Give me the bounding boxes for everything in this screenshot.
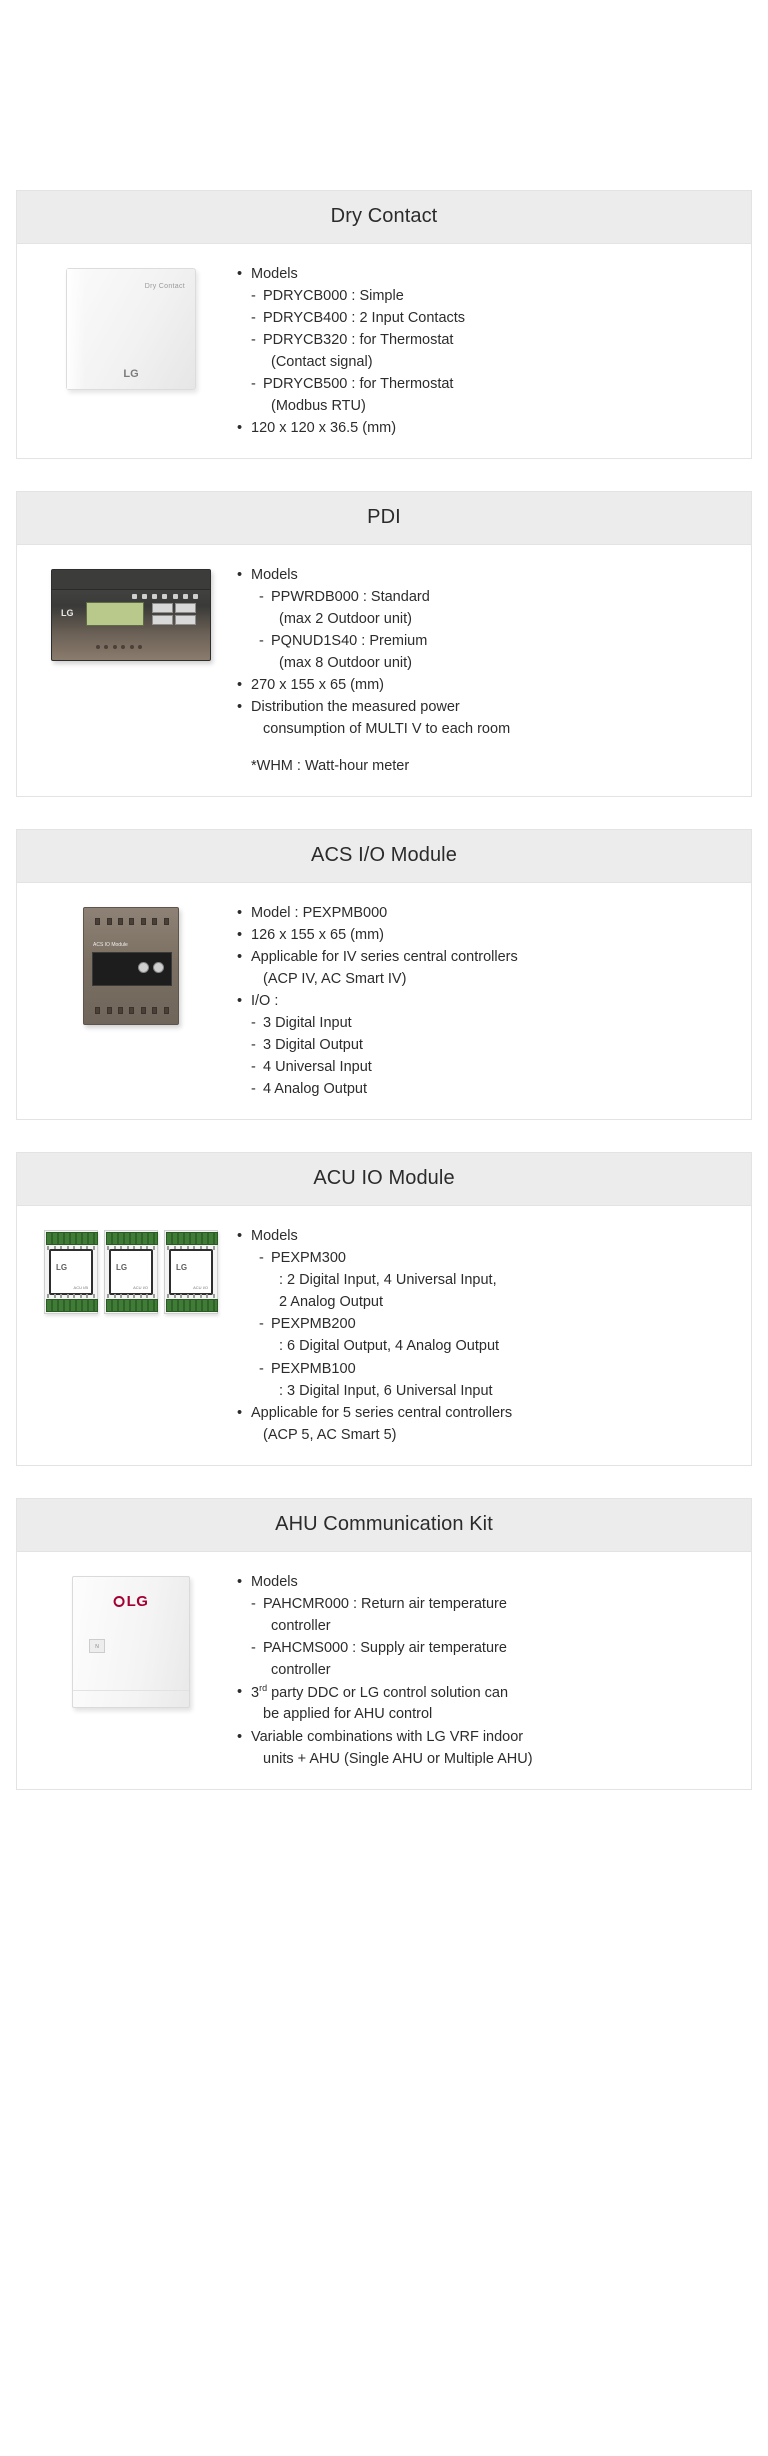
acu-module-2 — [104, 1230, 158, 1314]
spec-item: be applied for AHU control — [263, 1706, 433, 1723]
pdi-keypad — [152, 603, 196, 625]
section-pdi — [16, 491, 752, 797]
dry-contact-spec-list — [237, 264, 737, 439]
spec-item: • Model : PEXPMB000 — [237, 903, 737, 924]
spec-item: • Models — [237, 565, 737, 586]
lg-logo-text: LG — [126, 1592, 149, 1610]
spec-item: - 4 Analog Output — [237, 1079, 737, 1100]
ahu-text-column — [231, 1570, 737, 1771]
spec-item: • I/O : — [237, 991, 737, 1012]
spec-item: - PPWRDB000 : Standard — [237, 587, 737, 608]
acu-spec-list — [237, 1226, 737, 1445]
acu-model-tag: ACU I/O — [193, 1285, 208, 1291]
spec-item: - PAHCMR000 : Return air temperature — [237, 1594, 737, 1615]
spec-item: • Applicable for 5 series central controllers — [237, 1403, 737, 1424]
acu-pins-bottom — [107, 1294, 155, 1298]
section-ahu-communication-kit — [16, 1498, 752, 1790]
lg-logo-icon: LG — [123, 368, 139, 380]
spec-item: • 270 x 155 x 65 (mm) — [237, 675, 737, 696]
acu-terminal-block-bottom — [166, 1299, 218, 1312]
spec-item: consumption of MULTI V to each room — [263, 721, 511, 738]
spec-item-ddc: • 3rd party DDC or LG control solution can — [237, 1682, 737, 1704]
spec-item: (ACP 5, AC Smart 5) — [263, 1426, 397, 1443]
spec-item: - PDRYCB500 : for Thermostat — [237, 374, 737, 395]
section-title-ahu-communication-kit: AHU Communication Kit — [17, 1499, 751, 1552]
acu-model-tag: ACU I/B — [73, 1285, 88, 1291]
acu-terminal-block-top — [166, 1232, 218, 1245]
spec-item: - 3 Digital Output — [237, 1035, 737, 1056]
section-acs-io-module — [16, 829, 752, 1120]
spec-item: • Variable combinations with LG VRF indoor — [237, 1727, 737, 1748]
spec-item: - PDRYCB000 : Simple — [237, 286, 737, 307]
spec-item: : 3 Digital Input, 6 Universal Input — [279, 1382, 493, 1399]
spec-item: • Models — [237, 264, 737, 285]
acu-face-1 — [49, 1249, 93, 1295]
acs-io-module-product-image — [83, 907, 179, 1025]
spec-item: - PEXPM300 — [237, 1248, 737, 1269]
lg-logo-icon: LG — [56, 1263, 68, 1273]
section-acu-io-module — [16, 1152, 752, 1465]
lg-logo-icon — [114, 1593, 149, 1610]
spec-item: controller — [271, 1661, 331, 1678]
section-title-acs-io-module: ACS I/O Module — [17, 830, 751, 883]
acu-module-1 — [44, 1230, 98, 1314]
dry-contact-bevel — [67, 269, 85, 389]
spec-item: controller — [271, 1617, 331, 1634]
pdi-text-column — [231, 563, 737, 778]
spec-item: - PAHCMS000 : Supply air temperature — [237, 1638, 737, 1659]
pdi-image-column — [31, 563, 231, 661]
acu-terminal-block-bottom — [106, 1299, 158, 1312]
pdi-lcd-screen — [86, 602, 144, 626]
spec-item: 2 Analog Output — [279, 1294, 383, 1311]
section-title-acu-io-module: ACU IO Module — [17, 1153, 751, 1206]
ahu-image-column — [31, 1570, 231, 1708]
section-title-dry-contact: Dry Contact — [17, 191, 751, 244]
acs-top-terminals — [92, 918, 172, 925]
acu-image-column — [31, 1224, 231, 1314]
acu-face-3 — [169, 1249, 213, 1295]
acs-spec-list — [237, 903, 737, 1100]
section-body-dry-contact — [17, 244, 751, 458]
spec-item: • Models — [237, 1572, 737, 1593]
ahu-communication-kit-product-image — [72, 1576, 190, 1708]
section-body-ahu-communication-kit — [17, 1552, 751, 1789]
section-dry-contact — [16, 190, 752, 459]
dry-contact-caption: Dry Contact — [144, 283, 185, 290]
acs-front-panel — [92, 952, 172, 986]
section-body-pdi — [17, 545, 751, 796]
acu-pins-bottom — [167, 1294, 215, 1298]
pdi-spec-list — [237, 565, 737, 777]
acs-bottom-terminals — [92, 1007, 172, 1014]
spec-item: - 3 Digital Input — [237, 1013, 737, 1034]
acs-image-column — [31, 901, 231, 1025]
spec-item: • Distribution the measured power — [237, 697, 737, 718]
acu-pins-bottom — [47, 1294, 95, 1298]
spec-item: units + AHU (Single AHU or Multiple AHU) — [263, 1750, 533, 1767]
ahu-panel-seam — [73, 1690, 189, 1691]
lg-logo-icon: LG — [116, 1263, 128, 1273]
ahu-spec-list — [237, 1572, 737, 1770]
pdi-product-image — [51, 569, 211, 661]
spec-footnote: *WHM : Watt-hour meter — [251, 758, 410, 775]
acu-terminal-block-bottom — [46, 1299, 98, 1312]
spec-item: (Contact signal) — [271, 354, 373, 371]
acu-text-column — [231, 1224, 737, 1446]
section-title-pdi: PDI — [17, 492, 751, 545]
acs-text-column — [231, 901, 737, 1101]
acu-model-tag: ACU I/O — [133, 1285, 148, 1291]
spec-item: - 4 Universal Input — [237, 1057, 737, 1078]
spec-spacer — [237, 741, 737, 755]
lg-logo-icon: LG — [176, 1263, 188, 1273]
section-body-acs-io-module — [17, 883, 751, 1119]
spec-item: • 120 x 120 x 36.5 (mm) — [237, 418, 737, 439]
spec-item: - PEXPMB200 — [237, 1314, 737, 1335]
spec-item: - PDRYCB400 : 2 Input Contacts — [237, 308, 737, 329]
spec-item: - PQNUD1S40 : Premium — [237, 631, 737, 652]
spec-item: (ACP IV, AC Smart IV) — [263, 971, 407, 988]
pdi-led-row — [132, 594, 198, 600]
acu-terminal-block-top — [106, 1232, 158, 1245]
spec-item: • 126 x 155 x 65 (mm) — [237, 925, 737, 946]
spec-item: (max 8 Outdoor unit) — [279, 655, 412, 672]
spec-item: : 2 Digital Input, 4 Universal Input, — [279, 1272, 497, 1289]
section-body-acu-io-module — [17, 1206, 751, 1464]
lg-logo-icon: LG — [61, 608, 74, 619]
dry-contact-product-image — [66, 268, 196, 390]
spec-item: (max 2 Outdoor unit) — [279, 611, 412, 628]
acu-module-3 — [164, 1230, 218, 1314]
pdi-vent-holes — [96, 645, 142, 650]
spec-item: - PDRYCB320 : for Thermostat — [237, 330, 737, 351]
pdi-top-panel — [52, 570, 210, 590]
dry-contact-text-column — [231, 262, 737, 440]
acu-io-module-product-image — [44, 1230, 218, 1314]
acu-terminal-block-top — [46, 1232, 98, 1245]
spec-item: (Modbus RTU) — [271, 398, 366, 415]
spec-item: - PEXPMB100 — [237, 1359, 737, 1380]
ahu-nameplate: N — [89, 1639, 105, 1653]
acs-module-label: ACS IO Module — [93, 942, 128, 949]
spec-item: : 6 Digital Output, 4 Analog Output — [279, 1338, 500, 1355]
acs-dial-icons — [138, 962, 164, 973]
spec-item: • Models — [237, 1226, 737, 1247]
spec-item: • Applicable for IV series central controllers — [237, 947, 737, 968]
dry-contact-image-column — [31, 262, 231, 390]
acu-face-2 — [109, 1249, 153, 1295]
